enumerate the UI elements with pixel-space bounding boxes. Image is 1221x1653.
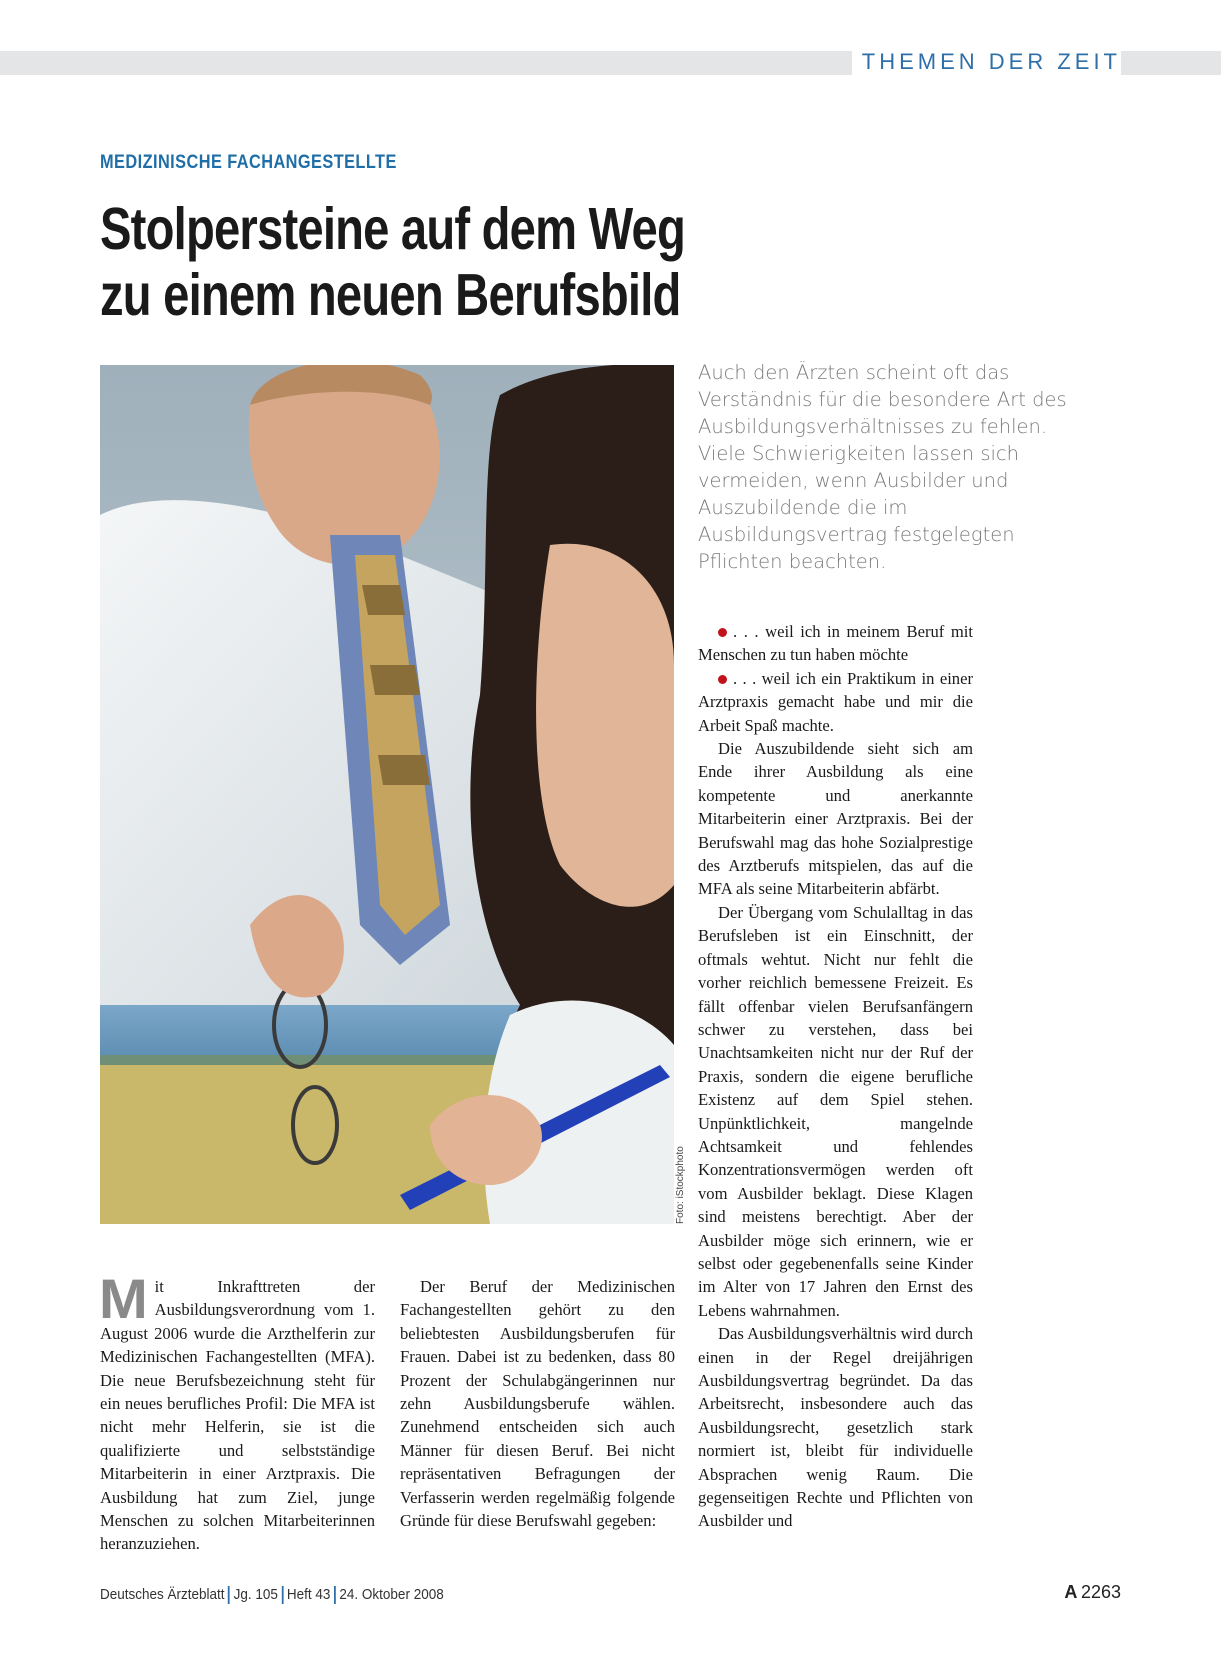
journal-date: 24. Oktober 2008	[339, 1586, 444, 1603]
bullet-item-1: . . . weil ich in meinem Beruf mit Menschen zu tun haben möchte	[698, 622, 973, 665]
body-column-2	[400, 1275, 675, 1532]
footer-citation	[100, 1586, 444, 1604]
journal-issue: Heft 43	[286, 1586, 331, 1603]
intro-text: it Inkrafttreten der Ausbildungsverordnung vom 1. August 2006 wurde die Arzthelferin zur Medizinischen Fachangestellten (MFA). Die neue Berufsbezeichnung steht für ein neues berufliches Profil: Die MFA ist nicht mehr Helferin, sie ist die qualifizierte und selbstständige Mitarbeiterin in einer Arztpraxis. Die Ausbildung hat zum Ziel, junge Menschen zu solchen Mitarbeiterinnen heranzuziehen.	[100, 1277, 375, 1554]
bullet-dot-icon	[718, 628, 727, 637]
page-number	[1064, 1582, 1121, 1603]
journal-name: Deutsches Ärzteblatt	[100, 1586, 225, 1603]
body-paragraph-intro	[98, 1267, 375, 1556]
article-headline	[100, 196, 685, 328]
bullet-item-2: . . . weil ich ein Praktikum in einer Arztpraxis gemacht habe und mir die Arbeit Spaß machte.	[698, 668, 973, 735]
article-kicker: MEDIZINISCHE FACHANGESTELLTE	[100, 152, 397, 173]
headline-line-1: Stolpersteine auf dem Weg	[100, 196, 685, 262]
body-column-3	[698, 620, 973, 1533]
body-column-1	[98, 1267, 375, 1556]
body-paragraph: Der Übergang vom Schulalltag in das Berufsleben ist ein Einschnitt, der oftmals wehtut. Nicht nur fehlt die vorher reichlich bemessene Freizeit. Es fällt offenbar vielen Berufsanfängern schwer zu verstehen, dass bei Unachtsamkeiten nicht nur der Ruf der Praxis, sondern die eigene berufliche Existenz auf dem Spiel stehen. Unpünktlichkeit, mangelnde Achtsamkeit und fehlendes Konzentrationsvermögen werden oft vom Ausbilder beklagt. Diese Klagen sind meistens berechtigt. Aber der Ausbilder möge sich erinnern, wie er selbst oder gegebenenfalls seine Kinder im Alter von 17 Jahren den Ernst des Lebens wahrnahmen.	[698, 902, 973, 1320]
dropcap: M	[98, 1267, 148, 1330]
headline-line-2: zu einem neuen Berufsbild	[100, 262, 681, 328]
footer-separator	[334, 1586, 336, 1604]
body-paragraph: Das Ausbildungsverhältnis wird durch einen in der Regel dreijährigen Ausbildungsvertrag begründet. Da das Arbeitsrecht, insbesondere auch das Ausbildungsrecht, gesetzlich stark normiert ist, bleibt für individuelle Absprachen wenig Raum. Die gegenseitigen Rechte und Pflichten von Ausbilder und	[698, 1324, 973, 1531]
page-number-value: 2263	[1080, 1582, 1121, 1602]
photo-credit: Foto: iStockphoto	[675, 1146, 686, 1224]
footer-separator	[281, 1586, 283, 1604]
journal-volume: Jg. 105	[233, 1586, 278, 1603]
photo-illustration	[100, 365, 674, 1224]
section-label: THEMEN DER ZEIT	[852, 48, 1121, 76]
footer-separator	[228, 1586, 230, 1604]
body-paragraph: Die Auszubildende sieht sich am Ende ihrer Ausbildung als eine kompetente und anerkannte Mitarbeiterin einer Arztpraxis. Bei der Berufswahl mag das hohe Sozialprestige des Arztberufs mitspielen, das auf die MFA als seine Mitarbeiterin abfärbt.	[698, 739, 973, 899]
article-lead: Auch den Ärzten scheint oft das Verständnis für die besondere Art des Ausbildungsverhältnisses zu fehlen. Viele Schwierigkeiten lassen sich vermeiden, wenn Ausbilder und Auszubildende die im Ausbildungsvertrag festgelegten Pflichten beachten.	[698, 361, 1067, 573]
article-photo	[100, 365, 674, 1224]
body-paragraph: Der Beruf der Medizinischen Fachangestellten gehört zu den beliebtesten Ausbildungsberufen für Frauen. Dabei ist zu bedenken, dass 80 Prozent der Schulabgängerinnen nur zehn Ausbildungsberufe wählen. Zunehmend entscheiden sich auch Männer für diesen Beruf. Bei nicht repräsentativen Befragungen der Verfasserin werden regelmäßig folgende Gründe für diese Berufswahl gegeben:	[400, 1277, 675, 1531]
page-prefix: A	[1064, 1582, 1078, 1602]
bullet-dot-icon	[718, 675, 727, 684]
